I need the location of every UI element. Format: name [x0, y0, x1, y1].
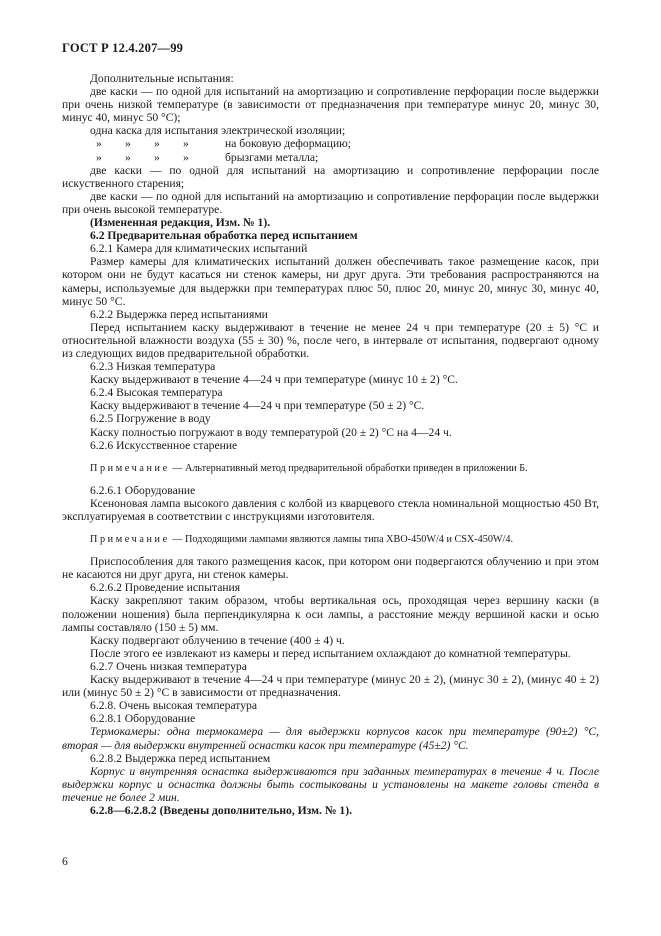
spacer: [62, 523, 599, 533]
paragraph: После этого ее извлекают из камеры и перед испытанием охлаждают до комнатной температуры.: [90, 646, 571, 660]
section-heading: 6.2.8—6.2.8.2 (Введены дополнительно, Изм. № 1).: [90, 803, 352, 817]
paragraph: Каску выдерживают в течение 4—24 ч при температуре (минус 20 ± 2), (минус 30 ± 2), (минус 40 ± 2) или (минус 50 ± 2) °С в зависимости от предназначения.: [62, 673, 599, 700]
paragraph: Дополнительные испытания:: [90, 72, 234, 85]
ditto-mark: »: [96, 137, 102, 151]
ditto-item-text: брызгами металла;: [225, 150, 319, 164]
page-number: 6: [62, 855, 68, 868]
paragraph: две каски — по одной для испытаний на амортизацию и сопротивление перфорации после выдержки при очень низкой температуре (в зависимости от предназначения при температуре минус 20, минус 30, минус 40, минус 50 °С);: [62, 85, 599, 125]
document-header: ГОСТ Р 12.4.207—99: [62, 41, 184, 55]
paragraph: Каску выдерживают в течение 4—24 ч при температуре (минус 10 ± 2) °С.: [90, 373, 458, 387]
ditto-mark: »: [125, 150, 131, 164]
paragraph: 6.2.6.1 Оборудование: [90, 483, 196, 497]
document-body: [62, 72, 599, 817]
note-label: Примечание: [90, 534, 170, 546]
paragraph: 6.2.6.2 Проведение испытания: [90, 581, 241, 595]
ditto-list-item: [62, 151, 599, 164]
paragraph: 6.2.1 Камера для климатических испытаний: [90, 242, 308, 256]
note: [62, 462, 599, 475]
paragraph: Перед испытанием каску выдерживают в течение не менее 24 ч при температуре (20 ± 5) °С и относительной влажности воздуха (55 ± 30) %, после чего, в интервале от испытания, подвергают одному из следующих видов предварительной обработки.: [62, 320, 599, 360]
ditto-mark: »: [183, 150, 189, 164]
paragraph: 6.2.3 Низкая температура: [90, 360, 216, 374]
spacer: [62, 546, 599, 555]
paragraph: 6.2.7 Очень низкая температура: [90, 659, 247, 673]
paragraph: Каску подвергают облучению в течение (400 ± 4) ч.: [90, 633, 345, 647]
paragraph: две каски — по одной для испытаний на амортизацию и сопротивление перфорации после выдержки при очень высокой температуре.: [62, 189, 599, 216]
paragraph: 6.2.2 Выдержка перед испытаниями: [90, 307, 268, 321]
ditto-mark: »: [96, 150, 102, 164]
ditto-mark: »: [183, 137, 189, 151]
note-label: Примечание: [90, 462, 170, 474]
paragraph: 6.2.8. Очень высокая температура: [90, 699, 257, 713]
paragraph: одна каска для испытания электрической изоляции;: [90, 124, 346, 138]
ditto-mark: »: [154, 137, 160, 151]
paragraph: 6.2.8.1 Оборудование: [90, 712, 196, 726]
paragraph: Размер камеры для климатических испытаний должен обеспечивать такое размещение касок, при котором они не будут касаться ни стенок камеры, ни друг друга. Эти требования распространяются на камеры, используемые для выдержки при температурах плюс 50, плюс 20, минус 20, минус 30, минус 40, минус 50 °С.: [62, 255, 599, 308]
section-heading: (Измененная редакция, Изм. № 1).: [90, 216, 271, 230]
paragraph: Ксеноновая лампа высокого давления с колбой из кварцевого стекла номинальной мощностью 450 Вт, эксплуатируемая в соответствии с инструкциями изготовителя.: [62, 496, 599, 523]
paragraph: 6.2.8.2 Выдержка перед испытанием: [90, 751, 271, 765]
ditto-mark: »: [125, 137, 131, 151]
paragraph: Каску выдерживают в течение 4—24 ч при температуре (50 ± 2) °С.: [90, 399, 425, 413]
note-text: — Альтернативный метод предварительной обработки приведен в приложении Б.: [172, 462, 528, 474]
paragraph: 6.2.4 Высокая температура: [90, 386, 223, 400]
paragraph: Термокамеры: одна термокамера — для выдержки корпусов касок при температуре (90±2) °С, вторая — для выдержки внутренней оснастки касок при температуре (45±2) °С.: [62, 725, 599, 752]
ditto-list-item: [62, 137, 599, 150]
ditto-mark: »: [154, 150, 160, 164]
spacer: [62, 452, 599, 462]
note-text: — Подходящими лампами являются лампы типа XBO-450W/4 и CSX-450W/4.: [172, 534, 514, 546]
paragraph: Каску полностью погружают в воду температурой (20 ± 2) °С на 4—24 ч.: [90, 425, 452, 439]
ditto-item-text: на боковую деформацию;: [225, 137, 352, 151]
section-heading: 6.2 Предварительная обработка перед испытанием: [90, 229, 358, 243]
spacer: [62, 475, 599, 484]
paragraph: Корпус и внутренняя оснастка выдерживаются при заданных температурах в течение 4 ч. После выдержки корпус и оснастка должны быть состыкованы и установлены на макете головы стенда в течение не более 2 мин.: [62, 764, 599, 804]
paragraph: 6.2.5 Погружение в воду: [90, 412, 211, 426]
paragraph: 6.2.6 Искусственное старение: [90, 438, 238, 452]
paragraph: две каски — по одной для испытаний на амортизацию и сопротивление перфорации после искуственного старения;: [62, 163, 599, 190]
paragraph: Приспособления для такого размещения касок, при котором они подвергаются облучению и при этом не касаются ни друг друга, ни стенок камеры.: [62, 555, 599, 582]
paragraph: Каску закрепляют таким образом, чтобы вертикальная ось, проходящая через вершину каски (в положении ношения) была перпендикулярна к оси лампы, а расстояние между вершиной каски и осью лампы составляло (150 ± 5) мм.: [62, 594, 599, 634]
note: [62, 533, 599, 546]
